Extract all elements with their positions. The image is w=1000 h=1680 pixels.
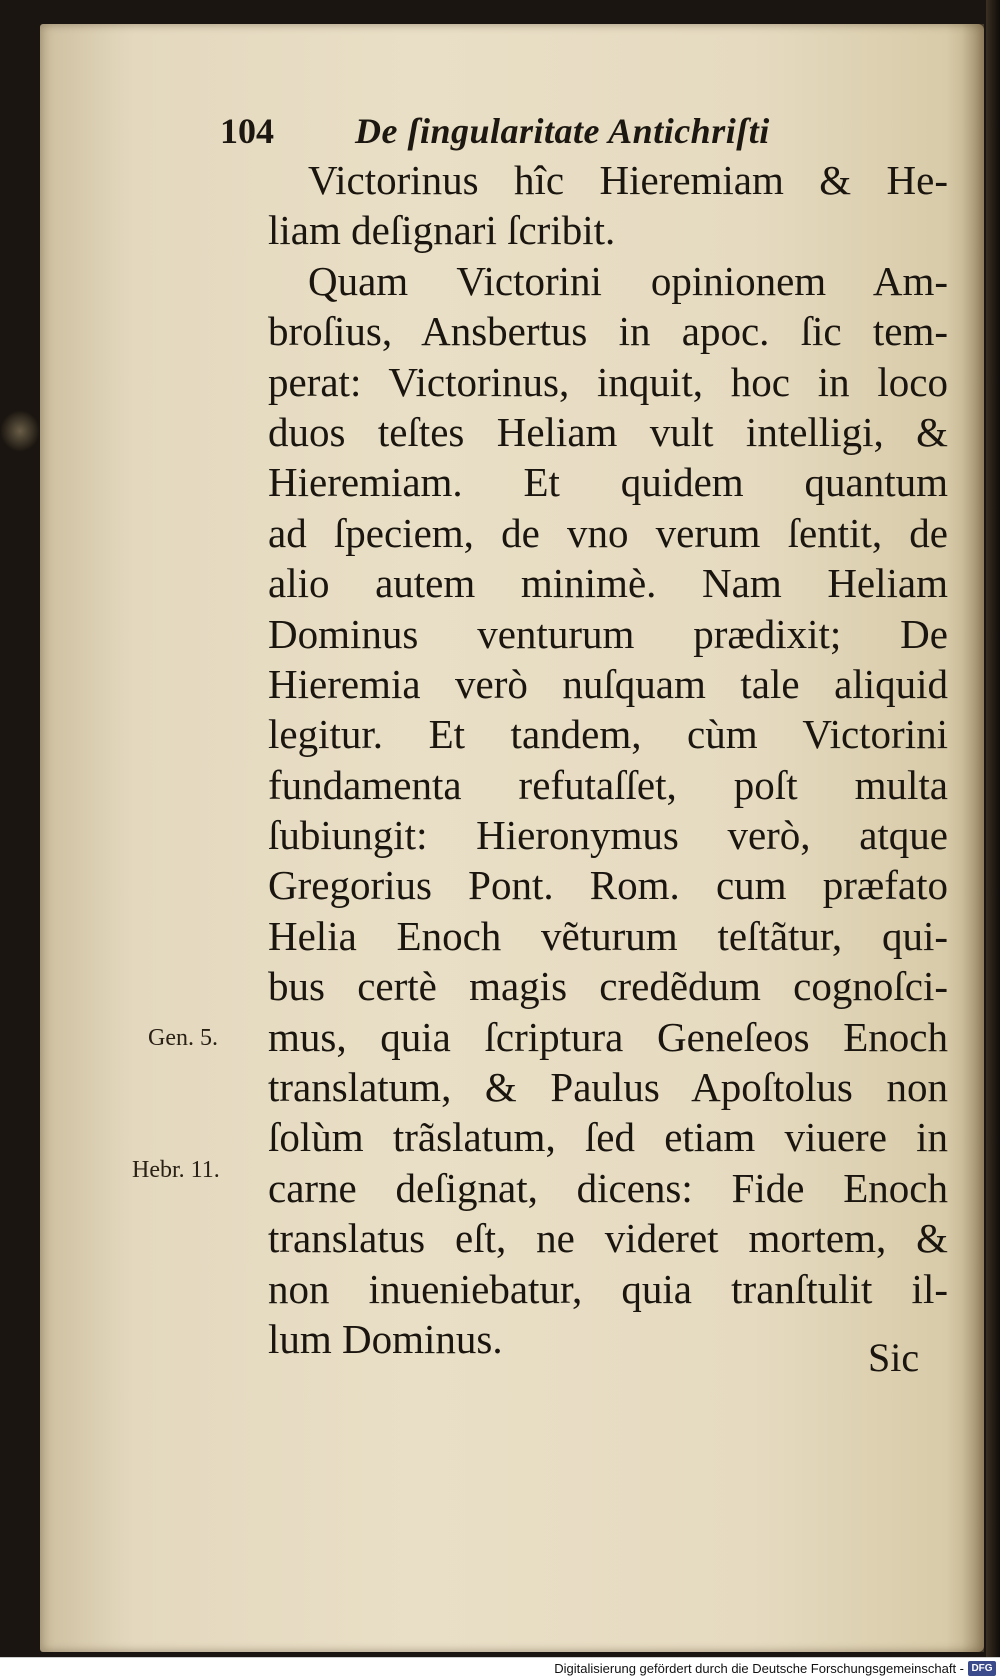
text-line: translatus eſt, ne videret mortem, & bbox=[268, 1215, 948, 1262]
text-line: ſubiungit: Hieronymus verò, atque bbox=[268, 812, 948, 859]
text-line: fundamenta refutaſſet, poſt multa bbox=[268, 761, 948, 808]
text-line: carne deſignat, dicens: Fide Enoch bbox=[268, 1164, 948, 1211]
footer-bar bbox=[0, 1657, 1000, 1680]
text-line: bus certè magis credẽdum cognoſci- bbox=[268, 963, 948, 1010]
text-line: legitur. Et tandem, cùm Victorini bbox=[268, 711, 948, 758]
text-line: non inueniebatur, quia tranſtulit il- bbox=[268, 1265, 948, 1312]
text-line: Gregorius Pont. Rom. cum præfato bbox=[268, 862, 948, 909]
page-edge-shadow bbox=[962, 24, 984, 1652]
text-line: liam deſignari ſcribit. bbox=[268, 207, 616, 254]
funding-credit: Digitalisierung gefördert durch die Deutsche Forschungsgemeinschaft - bbox=[554, 1661, 964, 1676]
scan-artifact bbox=[0, 410, 40, 452]
text-line: broſius, Ansbertus in apoc. ſic tem- bbox=[268, 308, 948, 355]
dfg-logo-icon: DFG bbox=[968, 1661, 996, 1676]
text-line: alio autem minimè. Nam Heliam bbox=[268, 560, 948, 607]
text-line: mus, quia ſcriptura Geneſeos Enoch bbox=[268, 1013, 948, 1060]
text-line: Hieremia verò nuſquam tale aliquid bbox=[268, 660, 948, 707]
text-line: translatum, & Paulus Apoſtolus non bbox=[268, 1064, 948, 1111]
margin-note-hebrews: Hebr. 11. bbox=[132, 1157, 220, 1183]
text-line: ſolùm trãslatum, ſed etiam viuere in bbox=[268, 1114, 948, 1161]
running-head bbox=[220, 110, 770, 152]
margin-note-genesis: Gen. 5. bbox=[148, 1025, 218, 1051]
text-line: perat: Victorinus, inquit, hoc in loco bbox=[268, 358, 948, 405]
text-line: duos teſtes Heliam vult intelligi, & bbox=[268, 408, 948, 455]
text-line: lum Dominus. bbox=[268, 1315, 503, 1362]
text-line: Quam Victorini opinionem Am- bbox=[308, 257, 948, 304]
book-edge bbox=[986, 0, 1000, 1657]
text-line: Dominus venturum prædixit; De bbox=[268, 610, 948, 657]
text-line: Hieremiam. Et quidem quantum bbox=[268, 459, 948, 506]
text-line: ad ſpeciem, de vno verum ſentit, de bbox=[268, 509, 948, 556]
body-text bbox=[268, 155, 948, 1364]
page-number: 104 bbox=[220, 111, 274, 151]
text-line: Victorinus hîc Hieremiam & He- bbox=[308, 157, 948, 203]
text-line: Helia Enoch vẽturum teſtãtur, qui- bbox=[268, 912, 948, 959]
catchword: Sic bbox=[868, 1335, 920, 1380]
running-head-title: De ſingularitate Antichriſti bbox=[355, 111, 770, 151]
